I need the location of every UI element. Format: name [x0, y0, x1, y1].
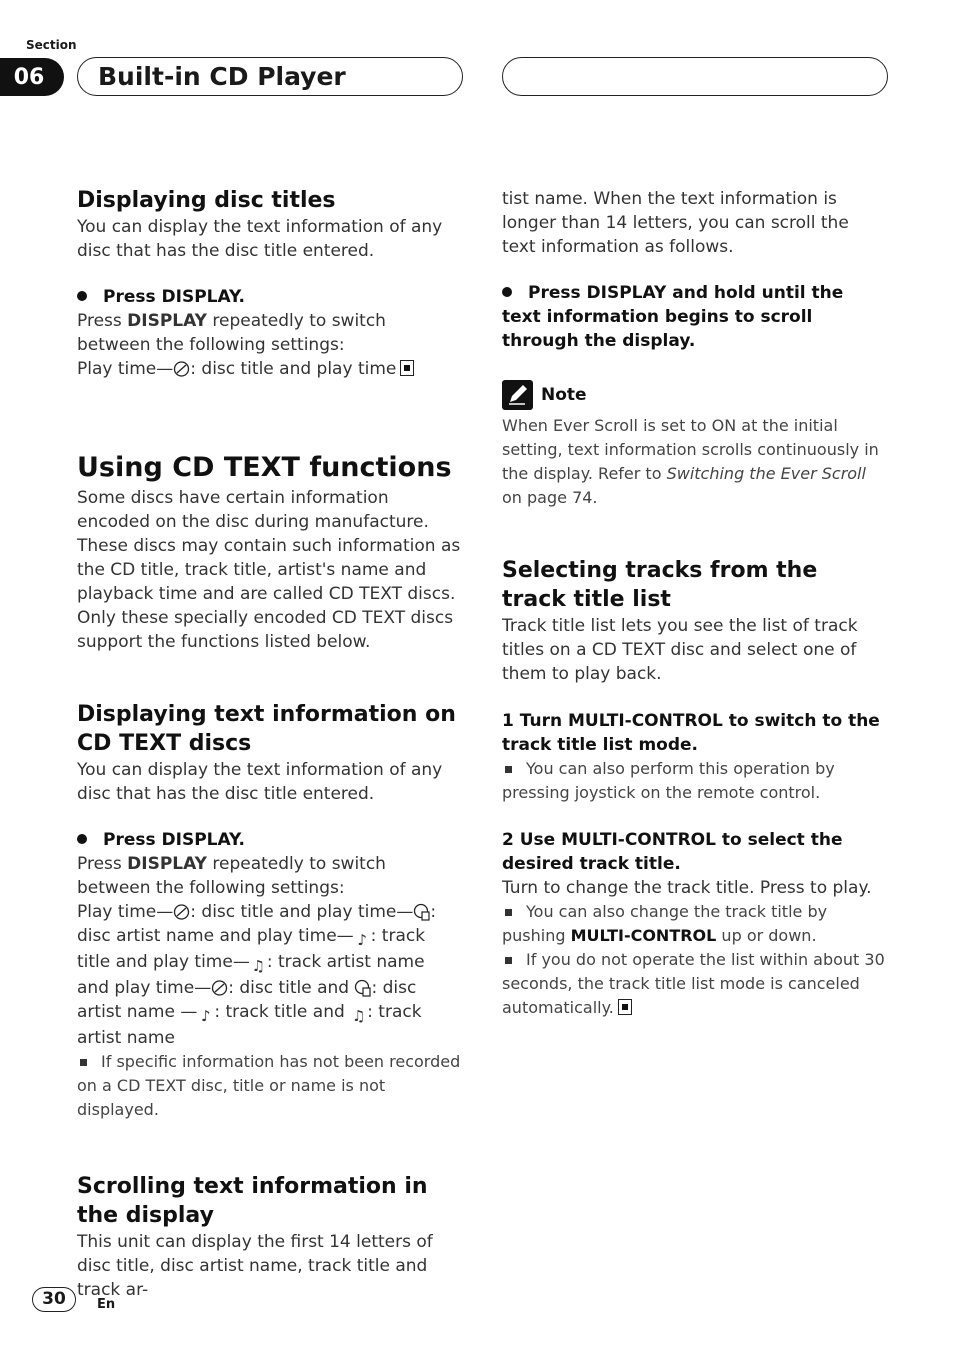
step-2: 2 Use MULTI-CONTROL to select the desired track title.: [502, 830, 843, 874]
header-empty-pill: [502, 57, 888, 96]
step-2-note-1: You can also change the track title by pushing MULTI-CONTROL up or down.: [502, 902, 828, 945]
track-title-icon: ♪: [357, 931, 367, 949]
disc-title-icon: [211, 978, 228, 997]
heading-selecting-tracks: Selecting tracks from the track title list: [502, 558, 818, 612]
left-column: [77, 186, 461, 1302]
track-list-intro: Track title list lets you see the list of track titles on a CD TEXT disc and select one of them to play back.: [502, 616, 858, 684]
scroll-bullet: [502, 281, 886, 353]
scrolling-continued: tist name. When the text information is longer than 14 letters, you can scroll the text information as follows.: [502, 189, 849, 257]
language-label: En: [97, 1297, 116, 1312]
multi-control-key: MULTI-CONTROL: [570, 926, 717, 945]
track-title-icon: ♪: [201, 1007, 211, 1025]
step-1-note: You can also perform this operation by pressing joystick on the remote control.: [502, 759, 835, 802]
track-artist-icon: ♫: [251, 957, 266, 975]
note-header: [502, 380, 886, 410]
heading-displaying-text-info: Displaying text information on CD TEXT discs: [77, 702, 456, 756]
note-body: When Ever Scroll is set to ON at the initial setting, text information scrolls continuously in the display. Refer to Switching the Ever Scroll on page 74.: [502, 416, 879, 507]
disc-titles-body: Press DISPLAY repeatedly to switch between the following settings:: [77, 311, 386, 355]
bullet-dot: [502, 287, 512, 297]
disc-titles-bullet: [77, 285, 461, 309]
disc-titles-intro: You can display the text information of any disc that has the disc title entered.: [77, 217, 443, 261]
note-pencil-icon: [502, 380, 533, 410]
disc-artist-icon: [354, 978, 371, 997]
step-1: 1 Turn MULTI-CONTROL to switch to the track title list mode.: [502, 711, 880, 755]
cd-text-body: Some discs have certain information encoded on the disc during manufacture. These discs may contain such information as the CD title, track title, artist's name and playback time and are called CD TEXT discs. Only these specially encoded CD TEXT discs support the functions listed below.: [77, 488, 461, 652]
track-artist-icon: ♫: [351, 1007, 366, 1025]
square-bullet-icon: [505, 957, 512, 964]
text-info-note: If specific information has not been recorded on a CD TEXT disc, title or name is not displayed.: [77, 1052, 461, 1119]
bullet-text: Press DISPLAY.: [103, 287, 245, 307]
text-info-sequence: Play time— : disc title and play time— : disc artist name and play time— ♪ : track title and play time— ♫ : track artist name and play time— : disc title and : disc artist name — ♪ : track title and ♫ : track artist name: [77, 902, 437, 1048]
display-key: DISPLAY: [127, 311, 207, 331]
square-bullet-icon: [80, 1059, 87, 1066]
text-info-bullet: [77, 828, 461, 852]
bullet-text: Press DISPLAY.: [103, 830, 245, 850]
section-label: Section: [26, 38, 77, 52]
disc-title-icon: [173, 902, 190, 921]
square-bullet-icon: [505, 909, 512, 916]
section-number-tab: 06: [0, 58, 64, 96]
note-reference: Switching the Ever Scroll: [666, 464, 866, 483]
heading-displaying-disc-titles: Displaying disc titles: [77, 188, 336, 213]
bullet-text: Press DISPLAY and hold until the text information begins to scroll through the display.: [502, 283, 844, 351]
bullet-dot: [77, 291, 87, 301]
step-2-body: Turn to change the track title. Press to play.: [502, 878, 872, 898]
heading-using-cd-text: Using CD TEXT functions: [77, 452, 452, 483]
disc-artist-icon: [413, 902, 430, 921]
text-info-intro: You can display the text information of any disc that has the disc title entered.: [77, 760, 443, 804]
disc-titles-settings: Play time— : disc title and play time: [77, 357, 461, 381]
heading-scrolling-text: Scrolling text information in the display: [77, 1174, 428, 1228]
note-title: Note: [541, 385, 587, 405]
page-number: 30: [32, 1287, 76, 1312]
disc-title-icon: [173, 359, 190, 378]
page-title: Built-in CD Player: [77, 57, 463, 96]
bullet-dot: [77, 834, 87, 844]
scrolling-body: This unit can display the first 14 letters of disc title, disc artist name, track title and track ar-: [77, 1232, 433, 1300]
end-mark-icon: [618, 999, 632, 1015]
square-bullet-icon: [505, 766, 512, 773]
right-column: [502, 187, 886, 1020]
display-key: DISPLAY: [127, 854, 207, 874]
step-2-note-2: If you do not operate the list within about 30 seconds, the track title list mode is canceled automatically.: [502, 950, 885, 1017]
end-mark-icon: [400, 360, 414, 376]
text-info-body: Press DISPLAY repeatedly to switch between the following settings:: [77, 854, 386, 898]
